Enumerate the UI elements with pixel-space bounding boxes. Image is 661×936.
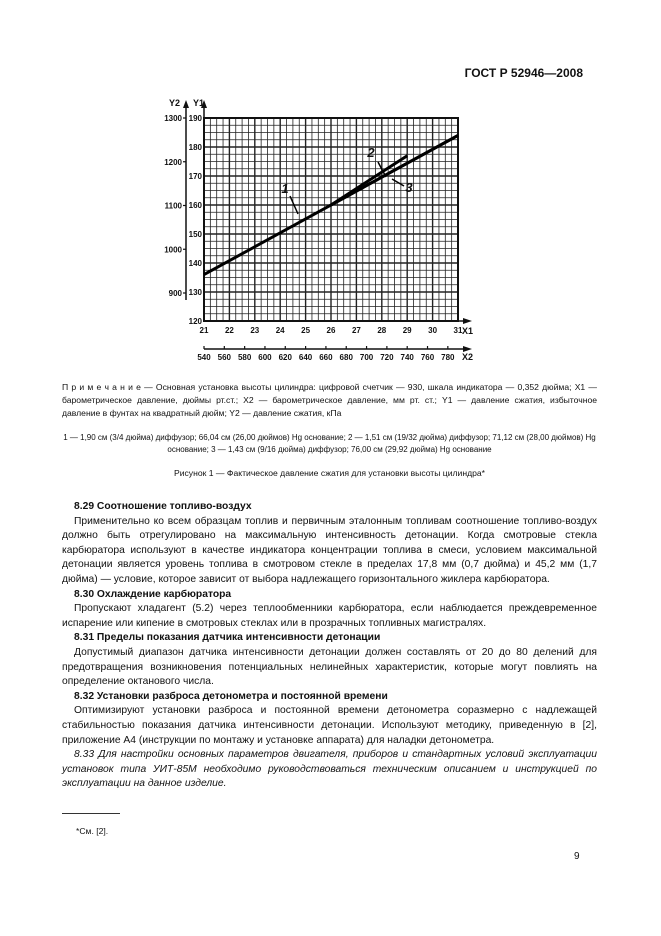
y1-tick-label: 170 [188,172,202,181]
series-label-leader [392,179,404,186]
x1-tick-label: 23 [250,326,260,335]
section-8-33-text: 8.33 Для настройки основных параметров двигателя, приборов и стандартных условий эксплуатации установок типа УИТ-85М необходимо руководствоваться техническим описанием и инструкцией по эксплуатации на данное изделие. [62,749,597,790]
x1-tick-label: 30 [428,326,438,335]
x1-tick-label: 26 [326,326,336,335]
y2-tick-label: 1300 [164,114,182,123]
y1-tick-label: 190 [188,114,202,123]
x2-tick-label: 560 [217,353,231,362]
x2-tick-label: 540 [197,353,211,362]
body-text [62,500,597,792]
figure-caption: Рисунок 1 — Фактическое давление сжатия для установки высоты цилиндра* [173,468,486,478]
x2-tick-label: 740 [400,353,414,362]
legend-note: 1 — 1,90 см (3/4 дюйма) диффузор; 66,04 см (26,00 дюймов) Hg основание; 2 — 1,51 см (19/32 дюйма) диффузор; 71,12 см (28,00 дюймов) Hg основание; 3 — 1,43 см (9/16 дюйма) диффузор; 76,00 см (29,92 дюйма) Hg основание [63,433,596,454]
x1-tick-label: 28 [377,326,387,335]
x2-tick-label: 720 [380,353,394,362]
chart-grid [204,118,458,321]
document-header: ГОСТ Р 52946—2008 [464,66,583,80]
footnote-rule [62,813,120,814]
section-8-29-text: Применительно ко всем образцам топлив и первичным эталонным топливам соотношение топливо-воздух должно быть отрегулировано на максимальную интенсивность детонации. Когда смотровые стекла карбюратора используют в качестве индикатора концентрации топлива в смеси, условием максимальной детонации является уровень топлива в смотровом стекле в пределах 17,8 мм (0,7 дюйма) и 45,2 мм (1,7 дюйма) — условие, которое зависит от выбора надлежащего горизонтального жиклера карбюратора. [62,515,597,585]
y1-tick-label: 130 [188,288,202,297]
y1-tick-label: 160 [188,201,202,210]
x2-tick-label: 600 [258,353,272,362]
x1-tick-label: 21 [199,326,209,335]
section-8-29-title: 8.29 Соотношение топливо-воздух [74,501,252,512]
note-heading: П р и м е ч а н и е [62,382,141,392]
y2-arrowhead [183,100,189,108]
x2-tick-label: 640 [298,353,313,362]
x1-tick-label: 31 [453,326,463,335]
section-8-31-text: Допустимый диапазон датчика интенсивности детонации должен составлять от 20 до 80 делений для предотвращения возникновения потенциальных нелинейных характеристик, которые могут повлиять на определение октанового числа. [62,646,597,688]
x1-axis-label: X1 [462,326,474,336]
y1-tick-label: 150 [188,230,202,239]
y1-tick-label: 140 [188,259,202,268]
section-8-31-title: 8.31 Пределы показания датчика интенсивности детонации [74,632,381,644]
x1-tick-label: 22 [224,326,234,335]
x2-tick-label: 620 [278,353,292,362]
series-label: 3 [405,180,413,195]
x1-tick-label: 25 [301,326,311,335]
y2-tick-label: 1200 [164,157,182,167]
y1-tick-label: 180 [188,143,202,152]
figure-note [62,381,597,420]
x2-tick-label: 780 [441,353,455,362]
x1-tick-label: 27 [351,326,361,335]
series-label: 2 [367,145,375,160]
footnote: *См. [2]. [76,826,109,836]
y2-axis-label: Y2 [169,98,181,108]
x2-tick-label: 760 [420,353,435,362]
chart-axes [183,100,472,352]
x2-tick-label: 660 [319,353,333,362]
x2-tick-label: 680 [339,353,353,362]
compression-pressure-chart [0,0,661,380]
y2-tick-label: 1000 [164,245,182,255]
page-number: 9 [574,851,580,862]
y2-tick-label: 1100 [164,201,182,211]
section-8-30-text: Пропускают хладагент (5.2) через теплообменники карбюратора, если наблюдается преждевременное испарение или кипение в смотровых стеклах или в прозрачных топливных магистралях. [62,603,597,629]
x2-axis-label: X2 [462,352,474,362]
y1-axis-label: Y1 [193,98,205,108]
y2-tick-label: 900 [168,289,182,298]
section-8-32-text: Оптимизируют установки разброса и постоянной времени детонометра соразмерно с надлежащей стабильностью показания датчика интенсивности детонации. Используют методику, приведенную в [2], приложение А4 (инструкции по монтажу и установке аппарата) для наладки детонометра. [62,705,597,746]
note-text: — Основная установка высоты цилиндра: цифровой счетчик — 930, шкала индикатора — 0,352 дюйма; X1 — барометрическое давление, дюймы рт.ст.; X2 — барометрическое давление, мм рт. ст.; Y1 — давление сжатия, избыточное давление в фунтах на квадратный дюйм; Y2 — давление сжатия, кПа [62,382,598,418]
section-8-30-title: 8.30 Охлаждение карбюратора [74,588,232,600]
section-8-32-title: 8.32 Установки разброса детонометра и постоянной времени [74,690,388,702]
series-label: 1 [281,181,289,196]
x1-tick-label: 29 [402,326,412,335]
x1-tick-label: 24 [275,326,285,335]
y1-tick-label: 120 [188,317,202,326]
x2-tick-label: 580 [237,353,252,362]
x2-tick-label: 700 [359,353,374,362]
